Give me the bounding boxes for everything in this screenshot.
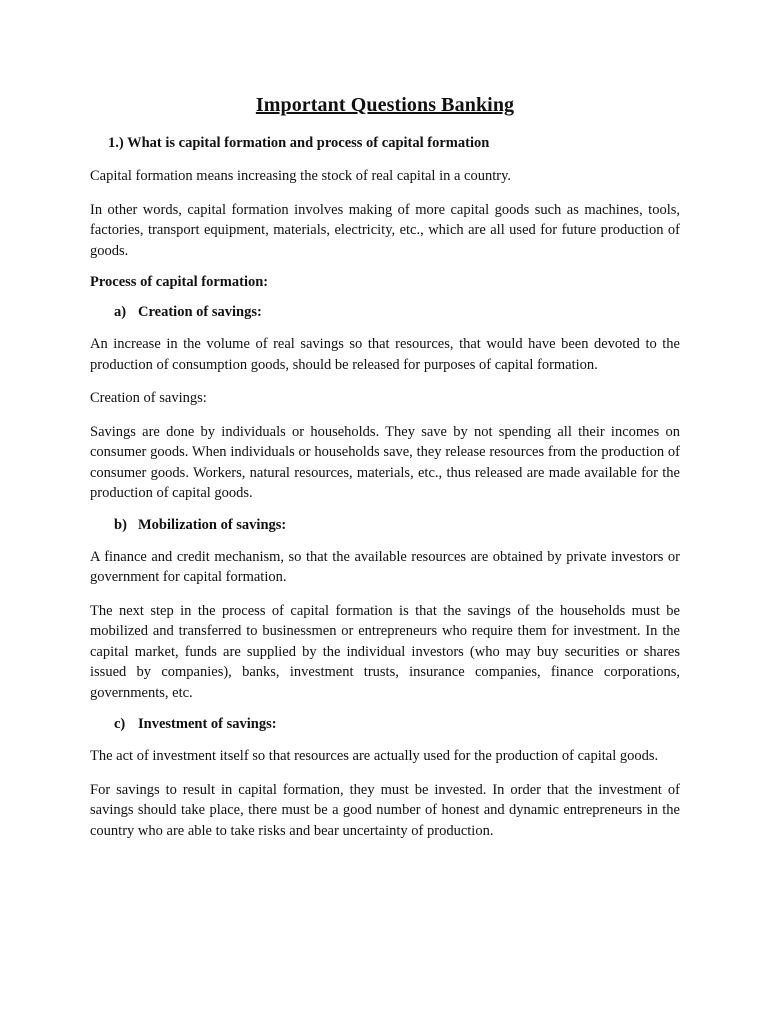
step-heading-text: Mobilization of savings: [138,516,287,533]
paragraph: The next step in the process of capital formation is that the savings of the households must be mobilized and transferred to businessmen or entrepreneurs who require them for investment. In the capital market, funds are supplied by the individual investors (who may buy securities or shares issued by companies), banks, investment trusts, insurance companies, finance corporations, governments, etc. [90,602,680,701]
step-marker: c) [114,716,126,732]
step-heading-investment [114,716,680,733]
intro-paragraph-1: Capital formation means increasing the stock of real capital in a country. [90,168,512,184]
paragraph: An increase in the volume of real savings so that resources, that would have been devoted to the production of consumption goods, should be released for purposes of capital formation. [90,336,680,373]
step-heading-creation [114,304,680,321]
step-heading-mobilization [114,517,680,534]
process-heading: Process of capital formation: [90,274,269,290]
step-heading-text: Investment of savings: [138,716,277,732]
step-heading-text: Creation of savings: [138,304,262,320]
paragraph: Creation of savings: [90,390,207,406]
paragraph: The act of investment itself so that resources are actually used for the production of capital goods. [90,748,659,764]
document-title: Important Questions Banking [255,94,515,116]
step-marker: b) [114,516,127,533]
paragraph: For savings to result in capital formation, they must be invested. In order that the investment of savings should take place, there must be a good number of honest and dynamic entrepreneurs in the country who are able to take risks and bear uncertainty of production. [90,781,680,839]
step-marker: a) [114,304,127,320]
intro-paragraph-2: In other words, capital formation involves making of more capital goods such as machines, tools, factories, transport equipment, materials, electricity, etc., which are all used for future production of goods. [90,201,680,259]
paragraph: A finance and credit mechanism, so that the available resources are obtained by private investors or government for capital formation. [90,548,680,585]
paragraph: Savings are done by individuals or households. They save by not spending all their incomes on consumer goods. When individuals or households save, they release resources from the production of consumer goods. Workers, natural resources, materials, etc., thus released are made available for the production of capital goods. [90,423,680,501]
question-heading: 1.) What is capital formation and process of capital formation [108,135,490,151]
